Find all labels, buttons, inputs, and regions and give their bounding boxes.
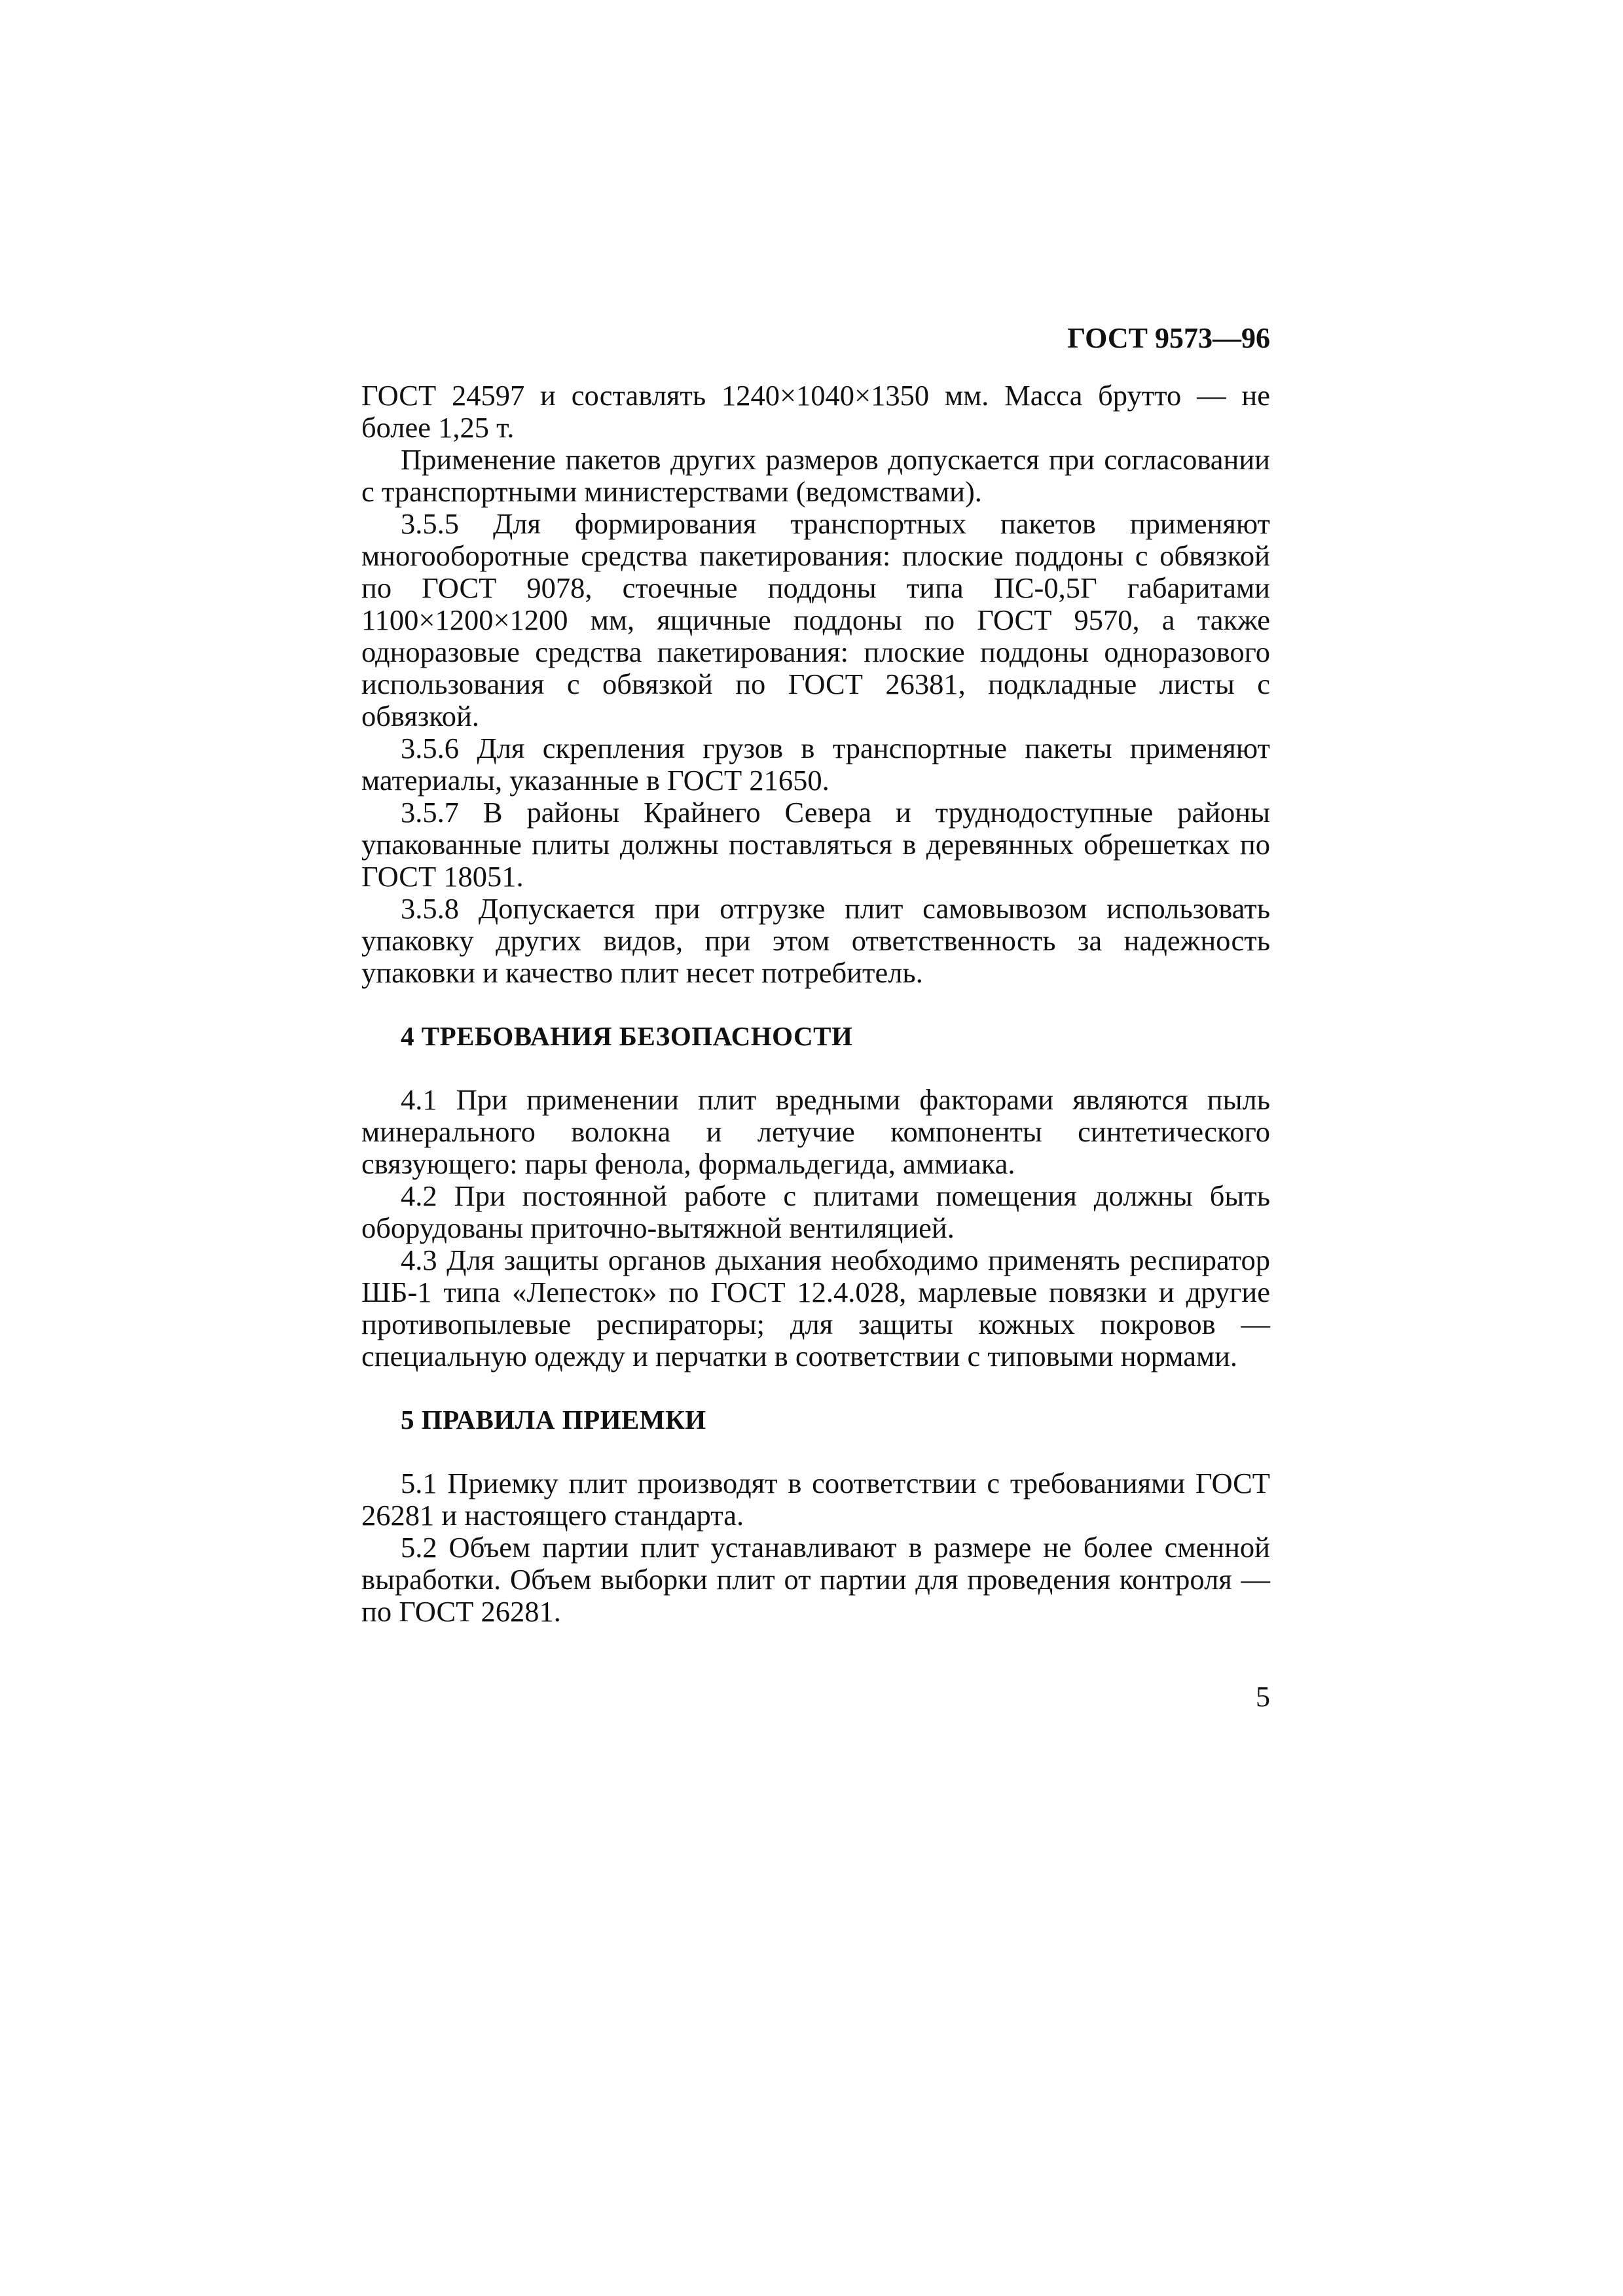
page-number: 5 bbox=[1256, 1681, 1270, 1713]
paragraph-3-5-5: 3.5.5 Для формирования транспортных пакетов применяют многооборотные средства пакетирования: плоские поддоны с обвязкой по ГОСТ 9078, стоечные поддоны типа ПС-0,5Г габаритами 1100×1200×1200 мм, ящичные поддоны по ГОСТ 9570, а также одноразовые средства пакетирования: плоские поддоны одноразового использования с обвязкой по ГОСТ 26381, подкладные листы с обвязкой. bbox=[361, 507, 1270, 732]
section-5-heading: 5 ПРАВИЛА ПРИЕМКИ bbox=[401, 1405, 706, 1435]
paragraph-5-1: 5.1 Приемку плит производят в соответствии с требованиями ГОСТ 26281 и настоящего стандарта. bbox=[361, 1467, 1270, 1532]
paragraph-packages-other-sizes: Применение пакетов других размеров допускается при согласовании с транспортными министерствами (ведомствами). bbox=[361, 443, 1270, 508]
section-4-heading: 4 ТРЕБОВАНИЯ БЕЗОПАСНОСТИ bbox=[401, 1021, 853, 1051]
paragraph-4-1: 4.1 При применении плит вредными факторами являются пыль минерального волокна и летучие компоненты синтетического связующего: пары фенола, формальдегида, аммиака. bbox=[361, 1083, 1270, 1180]
paragraph-4-2: 4.2 При постоянной работе с плитами помещения должны быть оборудованы приточно-вытяжной вентиляцией. bbox=[361, 1179, 1270, 1244]
paragraph-4-3: 4.3 Для защиты органов дыхания необходимо применять респиратор ШБ-1 типа «Лепесток» по ГОСТ 12.4.028, марлевые повязки и другие противопылевые респираторы; для защиты кожных покровов — специальную одежду и перчатки в соответствии с типовыми нормами. bbox=[361, 1244, 1270, 1372]
paragraph-5-2: 5.2 Объем партии плит устанавливают в размере не более сменной выработки. Объем выборки плит от партии для проведения контроля — по ГОСТ 26281. bbox=[361, 1531, 1270, 1628]
paragraph-3-5-7: 3.5.7 В районы Крайнего Севера и труднодоступные районы упакованные плиты должны поставляться в деревянных обрешетках по ГОСТ 18051. bbox=[361, 796, 1270, 893]
paragraph-continuation: ГОСТ 24597 и составлять 1240×1040×1350 мм. Масса брутто — не более 1,25 т. bbox=[361, 379, 1270, 444]
paragraph-3-5-6: 3.5.6 Для скрепления грузов в транспортные пакеты применяют материалы, указанные в ГОСТ 21650. bbox=[361, 732, 1270, 797]
document-code-header: ГОСТ 9573—96 bbox=[1067, 322, 1270, 354]
paragraph-3-5-8: 3.5.8 Допускается при отгрузке плит самовывозом использовать упаковку других видов, при этом ответственность за надежность упаковки и качество плит несет потребитель. bbox=[361, 892, 1270, 989]
document-body bbox=[361, 380, 1270, 1628]
